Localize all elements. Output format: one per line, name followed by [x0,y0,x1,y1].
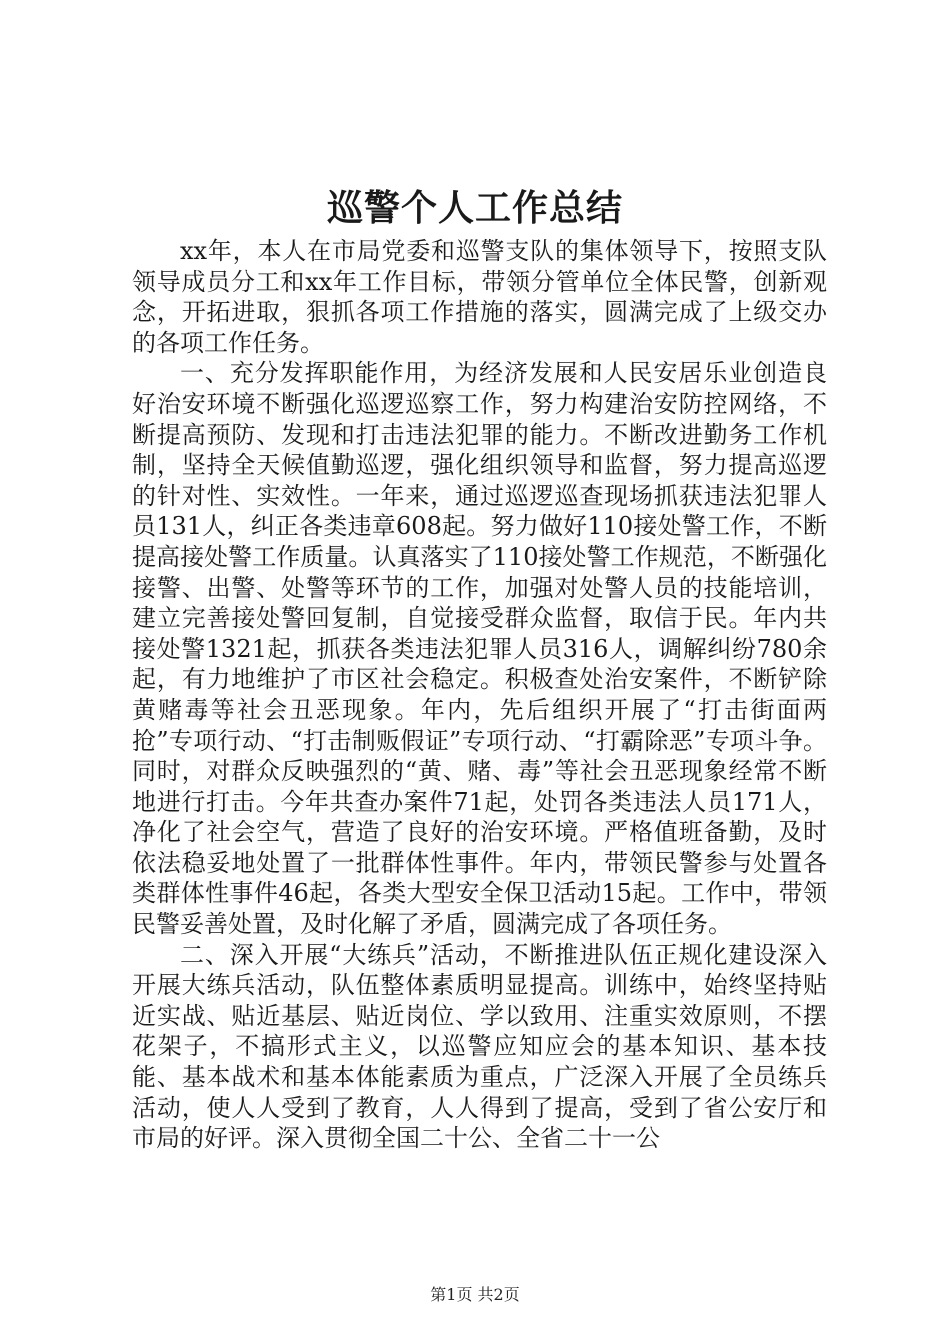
document-body [132,236,827,1154]
document-title: 巡警个人工作总结 [326,187,623,229]
paragraph-section-2: 二、深入开展“大练兵”活动，不断推进队伍正规化建设深入开展大练兵活动，队伍整体素质明显提高。训练中，始终坚持贴近实战、贴近基层、贴近岗位、学以致用、注重实效原则，不摆花架子，不搞形式主义，以巡警应知应会的基本知识、基本技能、基本战术和基本体能素质为重点，广泛深入开展了全员练兵活动，使人人受到了教育，人人得到了提高，受到了省公安厅和市局的好评。深入贯彻全国二十公、全省二十一公 [132,940,827,1153]
page-footer: 第1页 共2页 [430,1285,520,1304]
paragraph-intro: xx年，本人在市局党委和巡警支队的集体领导下，按照支队领导成员分工和xx年工作目标，带领分管单位全体民警，创新观念，开拓进取，狠抓各项工作措施的落实，圆满完成了上级交办的各项工作任务。 [132,237,827,357]
paragraph-section-1: 一、充分发挥职能作用，为经济发展和人民安居乐业创造良好治安环境不断强化巡逻巡察工作，努力构建治安防控网络，不断提高预防、发现和打击违法犯罪的能力。不断改进勤务工作机制，坚持全天候值勤巡逻，强化组织领导和监督，努力提高巡逻的针对性、实效性。一年来，通过巡逻巡查现场抓获违法犯罪人员131人，纠正各类违章608起。努力做好110接处警工作，不断提高接处警工作质量。认真落实了110接处警工作规范，不断强化接警、出警、处警等环节的工作，加强对处警人员的技能培训，建立完善接处警回复制，自觉接受群众监督，取信于民。年内共接处警1321起，抓获各类违法犯罪人员316人，调解纠纷780余起，有力地维护了市区社会稳定。积极查处治安案件，不断铲除黄赌毒等社会丑恶现象。年内，先后组织开展了“打击街面两抢”专项行动、“打击制贩假证”专项行动、“打霸除恶”专项斗争。同时，对群众反映强烈的“黄、赌、毒”等社会丑恶现象经常不断地进行打击。今年共查办案件71起，处罚各类违法人员171人，净化了社会空气，营造了良好的治安环境。严格值班备勤，及时依法稳妥地处置了一批群体性事件。年内，带领民警参与处置各类群体性事件46起，各类大型安全保卫活动15起。工作中，带领民警妥善处置，及时化解了矛盾，圆满完成了各项任务。 [132,359,827,939]
